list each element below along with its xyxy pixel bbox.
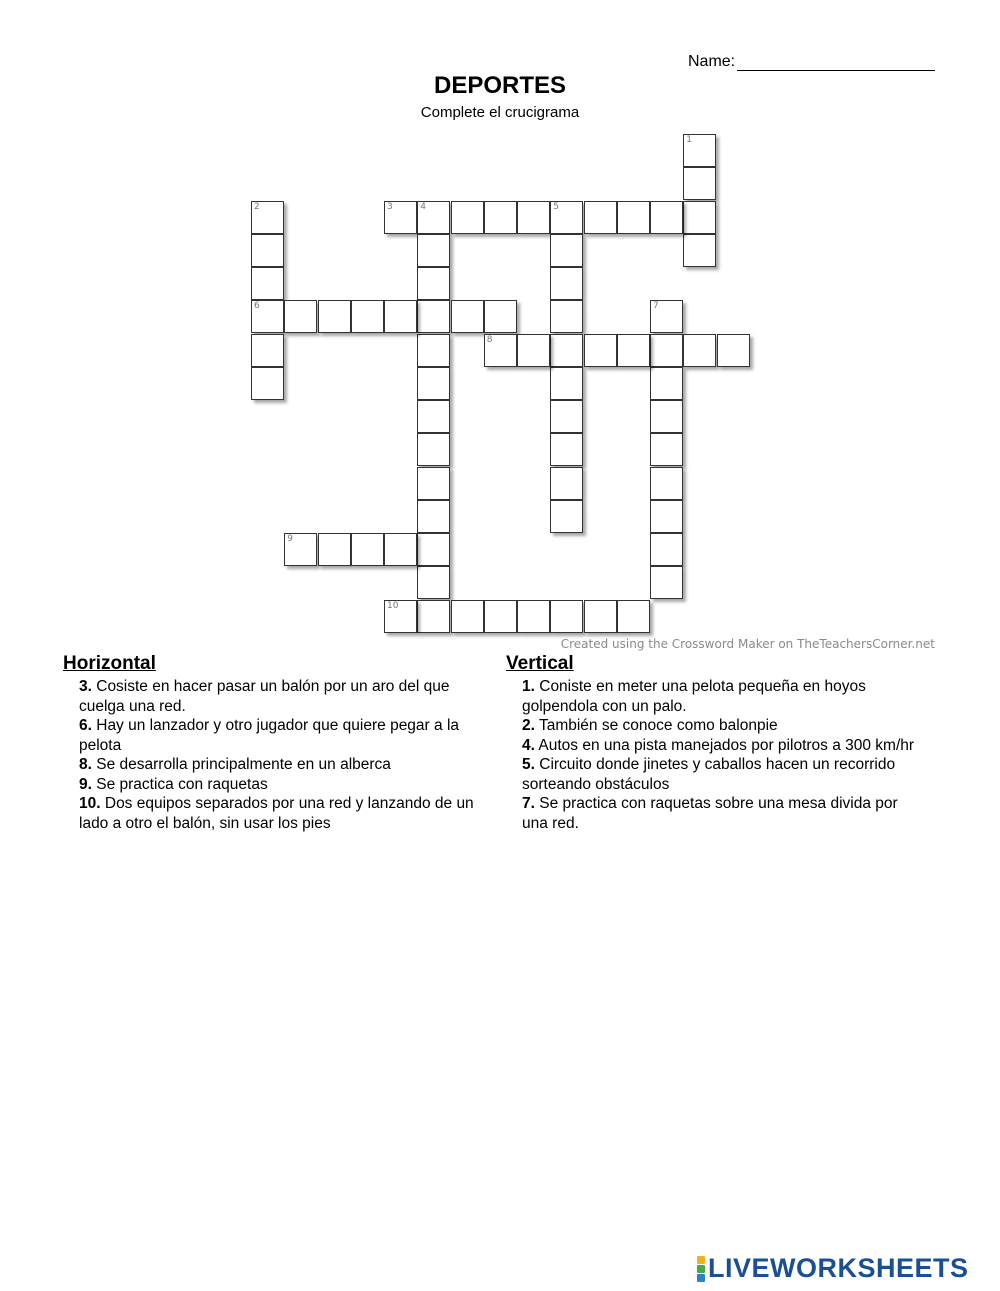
clue-number: 1. [522,678,535,695]
crossword-cell[interactable] [251,267,284,300]
crossword-cell[interactable] [384,533,417,566]
crossword-cell[interactable] [517,201,550,234]
crossword-cell[interactable] [650,201,683,234]
crossword-cell[interactable] [417,400,450,433]
crossword-cell[interactable] [484,300,517,333]
clue-number: 5. [522,756,535,773]
horizontal-clue [63,677,493,716]
clue-text: Circuito donde jinetes y caballos hacen un recorrido sorteando obstáculos [522,756,896,793]
vertical-clue [506,794,916,833]
clue-number: 1 [686,135,692,145]
crossword-cell[interactable] [384,201,417,234]
clue-text: Se practica con raquetas [91,775,268,793]
clue-number: 3. [79,678,92,695]
crossword-cell[interactable] [251,367,284,400]
crossword-cell[interactable] [683,334,716,367]
crossword-cell[interactable] [417,433,450,466]
crossword-cell[interactable] [584,600,617,633]
crossword-cell[interactable] [417,467,450,500]
crossword-cell[interactable] [417,234,450,267]
clue-number: 3 [387,201,393,212]
crossword-cell[interactable] [417,267,450,300]
crossword-cell[interactable] [417,201,450,234]
crossword-cell[interactable] [550,433,583,466]
vertical-clue [506,677,916,716]
crossword-cell[interactable] [617,201,650,234]
crossword-cell[interactable] [384,300,417,333]
crossword-cell[interactable] [351,533,384,566]
liveworksheets-logo [697,1253,969,1284]
crossword-cell[interactable] [251,201,284,234]
clue-number: 6. [79,717,92,734]
clue-number: 6 [254,301,260,312]
crossword-cell[interactable] [650,334,683,367]
clue-number: 2 [254,201,260,212]
clue-number: 8 [486,334,493,345]
crossword-cell[interactable] [550,300,583,333]
crossword-cell[interactable] [550,600,583,633]
crossword-cell[interactable] [617,334,650,367]
clue-text: Coniste en meter una pelota pequeña en hoyos golpendola con un palo. [522,678,866,715]
credit-text: Created using the Crossword Maker on TheTeachersCorner.net [560,637,935,651]
clue-text: Se desarrolla principalmente en un alberca [91,756,391,773]
crossword-cell[interactable] [550,201,583,234]
crossword-cell[interactable] [650,566,683,599]
crossword-cell[interactable] [550,267,583,300]
vertical-clues [506,653,916,833]
crossword-cell[interactable] [484,201,517,234]
crossword-cell[interactable] [517,600,550,633]
horizontal-clue [63,755,493,775]
horizontal-heading: Horizontal [63,653,156,674]
crossword-cell[interactable] [717,334,750,367]
crossword-cell[interactable] [484,334,517,367]
crossword-cell[interactable] [417,367,450,400]
crossword-cell[interactable] [451,300,484,333]
crossword-cell[interactable] [683,234,716,267]
crossword-cell[interactable] [417,566,450,599]
crossword-cell[interactable] [417,533,450,566]
clue-number: 10 [387,600,399,611]
clue-number: 2. [522,717,535,734]
clue-number: 10. [79,795,101,812]
crossword-cell[interactable] [650,400,683,433]
crossword-cell[interactable] [451,201,484,234]
clue-number: 9. [79,775,92,793]
logo-text: LIVEWORKSHEETS [708,1253,969,1283]
horizontal-clue [63,716,493,755]
crossword-cell[interactable] [251,234,284,267]
crossword-cell[interactable] [617,600,650,633]
crossword-cell[interactable] [517,334,550,367]
crossword-cell[interactable] [550,334,583,367]
crossword-cell[interactable] [251,300,284,333]
page-subtitle: Complete el crucigrama [420,104,580,121]
crossword-cell[interactable] [417,600,450,633]
crossword-cell[interactable] [650,367,683,400]
clue-number: 4 [420,201,426,212]
crossword-cell[interactable] [683,201,716,234]
crossword-cell[interactable] [550,367,583,400]
crossword-cell[interactable] [650,500,683,533]
crossword-cell[interactable] [417,334,450,367]
crossword-cell[interactable] [284,533,317,566]
clue-number: 7. [522,795,535,812]
clue-number: 5 [553,201,559,212]
crossword-cell[interactable] [683,167,716,200]
crossword-cell[interactable] [318,300,351,333]
logo-mark-icon [697,1256,705,1282]
vertical-clue [506,755,916,794]
crossword-cell[interactable] [417,300,450,333]
vertical-clue [506,716,916,736]
crossword-cell[interactable] [451,600,484,633]
crossword-cell[interactable] [650,533,683,566]
clue-number: 9 [287,534,293,544]
clue-number: 8. [79,756,92,773]
crossword-cell[interactable] [251,334,284,367]
clue-text: Cosiste en hacer pasar un balón por un aro del que cuelga una red. [79,678,450,715]
crossword-cell[interactable] [550,467,583,500]
crossword-cell[interactable] [484,600,517,633]
crossword-cell[interactable] [550,234,583,267]
crossword-cell[interactable] [417,500,450,533]
crossword-cell[interactable] [650,433,683,466]
crossword-cell[interactable] [550,400,583,433]
crossword-cell[interactable] [318,533,351,566]
name-label: Name: [688,53,736,70]
crossword-cell[interactable] [584,201,617,234]
vertical-clue [506,736,916,756]
clue-number: 4. [522,736,535,754]
clue-text: Dos equipos separados por una red y lanzando de un lado a otro el balón, sin usar los pies [79,795,474,832]
crossword-cell[interactable] [284,300,317,333]
clue-text: Autos en una pista manejados por pilotros a 300 km/hr [534,736,915,754]
crossword-cell[interactable] [650,300,683,333]
page-title: DEPORTES [433,72,567,99]
clue-text: También se conoce como balonpie [534,717,778,734]
crossword-cell[interactable] [351,300,384,333]
crossword-cell[interactable] [584,334,617,367]
crossword-cell[interactable] [384,600,417,633]
vertical-heading: Vertical [506,653,574,674]
crossword-cell[interactable] [550,500,583,533]
clue-text: Hay un lanzador y otro jugador que quiere pegar a la pelota [79,717,460,754]
horizontal-clue [63,775,493,795]
horizontal-clue [63,794,493,833]
crossword-cell[interactable] [650,467,683,500]
clue-text: Se practica con raquetas sobre una mesa divida por una red. [522,795,898,832]
crossword-cell[interactable] [683,134,716,167]
clue-number: 7 [653,301,659,312]
horizontal-clues [63,653,493,833]
